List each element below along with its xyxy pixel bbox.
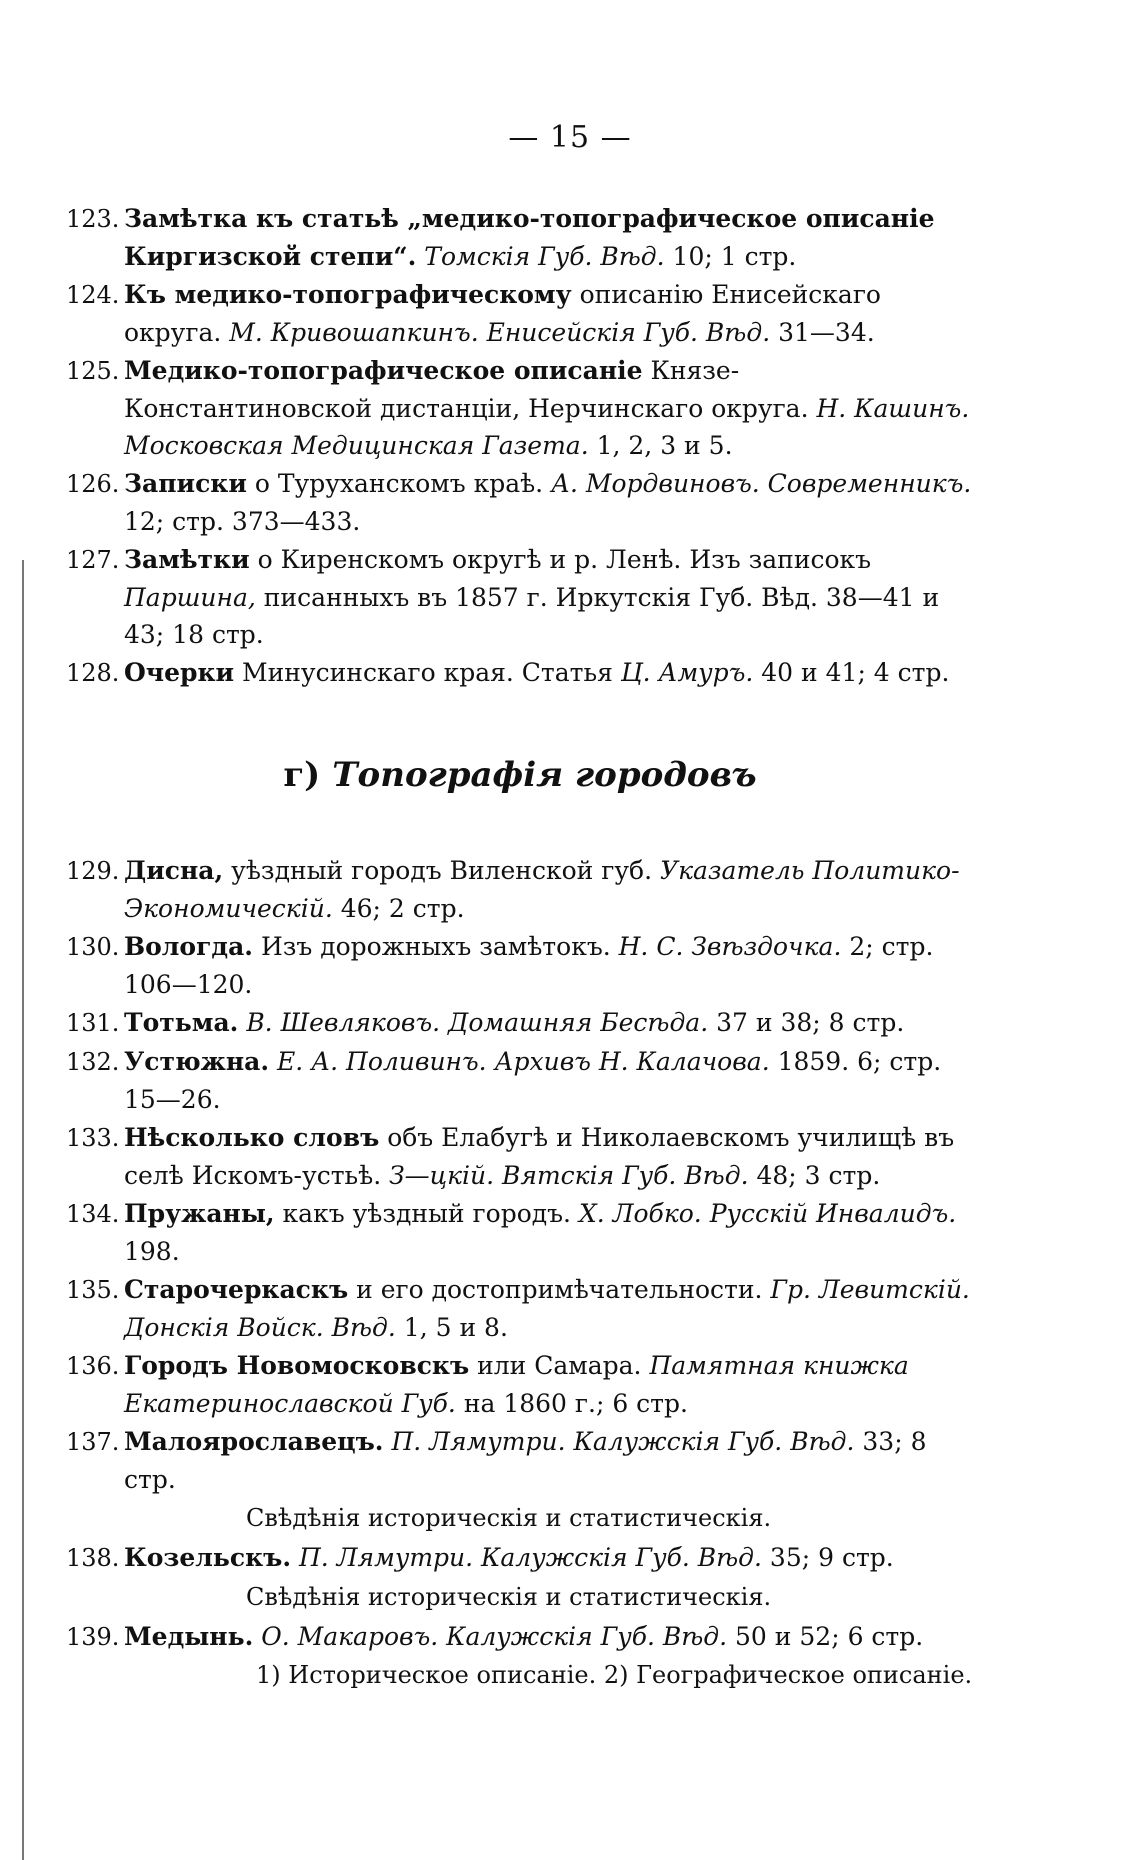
entry-text: о Киренскомъ округѣ и р. Ленѣ. Изъ записокъ xyxy=(249,545,872,574)
section-title: Топографія городовъ xyxy=(332,755,757,795)
entry-title: Малоярославецъ. xyxy=(124,1427,384,1456)
entry-source: Указатель Политико-Экономическій. xyxy=(124,856,960,923)
entry-text: объ Елабугѣ и Николаевскомъ училищѣ въ селѣ Искомъ-устьѣ. xyxy=(124,1123,955,1190)
entry-text: Изъ дорожныхъ замѣтокъ. xyxy=(253,932,619,961)
entry-title: Тотьма. xyxy=(124,1008,239,1037)
entry-number: 135. xyxy=(66,1276,120,1304)
entry-tail: 198. xyxy=(124,1237,180,1266)
entry-source: П. Лямутри. Калужскія Губ. Вѣд. xyxy=(298,1543,762,1572)
entry-source: Томскія Губ. Вѣд. xyxy=(424,242,665,271)
entry-source: Гр. Левитскій. Донскія Войск. Вѣд. xyxy=(124,1275,970,1342)
entry-tail: 40 и 41; 4 стр. xyxy=(753,658,950,687)
bibliography-entry xyxy=(66,465,974,540)
entry-tail: 48; 3 стр. xyxy=(748,1161,881,1190)
bibliography-entry xyxy=(66,200,974,275)
entry-number: 132. xyxy=(66,1048,120,1076)
entry-number: 138. xyxy=(66,1544,120,1572)
entry-source: Х. Лобко. Русскій Инвалидъ. xyxy=(578,1199,957,1228)
entry-number: 126. xyxy=(66,470,120,498)
entry-tail: 1, 2, 3 и 5. xyxy=(588,431,733,460)
bibliography-entry xyxy=(66,541,974,653)
entry-tail: 35; 9 стр. xyxy=(761,1543,894,1572)
entry-tail: 1859. 6; стр. 15—26. xyxy=(124,1047,942,1114)
entry-title: Козельскъ. xyxy=(124,1543,292,1572)
entry-title: Старочеркаскъ xyxy=(124,1275,349,1304)
bibliography-entry xyxy=(66,928,974,1003)
bibliography-entry xyxy=(66,654,974,692)
bibliography-entry xyxy=(66,1618,974,1656)
entry-source: Паршина, xyxy=(124,583,256,612)
entry-source: М. Кривошапкинъ. Енисейскія Губ. Вѣд. xyxy=(229,318,771,347)
bibliography-entry xyxy=(66,1119,974,1194)
entry-number: 125. xyxy=(66,357,120,385)
entry-note: Свѣдѣнія историческія и статистическія. xyxy=(246,1583,772,1611)
entry-text: и его достопримѣчательности. xyxy=(348,1275,771,1304)
entry-source: Памятная книжка Екатеринославской Губ. xyxy=(124,1351,909,1418)
entry-tail: 2; стр. 106—120. xyxy=(124,932,934,999)
bibliography-entry xyxy=(66,1423,974,1498)
section-heading xyxy=(66,757,974,794)
entry-source: П. Лямутри. Калужскія Губ. Вѣд. xyxy=(391,1427,855,1456)
entry-tail: 1, 5 и 8. xyxy=(395,1313,508,1342)
entry-source: В. Шевляковъ. Домашняя Бесѣда. xyxy=(246,1008,709,1037)
entry-note: Свѣдѣнія историческія и статистическія. xyxy=(246,1504,772,1532)
entry-number: 129. xyxy=(66,857,120,885)
entry-title: Замѣтка къ статьѣ „медико-топографическое описаніе Киргизской степи“. xyxy=(124,204,935,271)
bibliography-entry xyxy=(66,276,974,351)
entry-title: Замѣтки xyxy=(124,545,250,574)
entry-text: какъ уѣздный городъ. xyxy=(274,1199,579,1228)
entry-tail: на 1860 г.; 6 стр. xyxy=(455,1389,688,1418)
entry-number: 133. xyxy=(66,1124,120,1152)
entry-title: Очерки xyxy=(124,658,235,687)
entry-text: Минусинскаго края. Статья xyxy=(234,658,621,687)
entry-source: А. Мордвиновъ. Современникъ. xyxy=(551,469,972,498)
entry-tail: 46; 2 стр. xyxy=(332,894,465,923)
bibliography-entry xyxy=(66,1539,974,1577)
entry-tail: 37 и 38; 8 стр. xyxy=(708,1008,905,1037)
entry-tail: 10; 1 стр. xyxy=(664,242,797,271)
bibliography-entry xyxy=(66,352,974,464)
entry-title: Вологда. xyxy=(124,932,253,961)
bibliography-entry xyxy=(66,852,974,927)
entry-text: уѣздный городъ Виленской губ. xyxy=(223,856,660,885)
entry-title: Дисна, xyxy=(124,856,224,885)
entry-title: Пружаны, xyxy=(124,1199,275,1228)
entry-number: 123. xyxy=(66,205,120,233)
bibliography-entry xyxy=(66,1195,974,1270)
entry-source: Ц. Амуръ. xyxy=(620,658,754,687)
entry-number: 127. xyxy=(66,546,120,574)
entry-number: 128. xyxy=(66,659,120,687)
entry-number: 136. xyxy=(66,1352,120,1380)
entry-source: З—цкій. Вятскія Губ. Вѣд. xyxy=(389,1161,749,1190)
entry-source: Н. С. Звѣздочка. xyxy=(618,932,842,961)
entry-title: Нѣсколько словъ xyxy=(124,1123,380,1152)
page-number: — 15 — xyxy=(508,120,632,155)
entry-text: описанію Енисейскаго округа. xyxy=(124,280,881,347)
entry-text xyxy=(291,1543,299,1572)
entry-title: Медынь. xyxy=(124,1622,254,1651)
entry-text xyxy=(269,1047,277,1076)
entry-title: Устюжна. xyxy=(124,1047,270,1076)
entry-number: 130. xyxy=(66,933,120,961)
entry-text: или Самара. xyxy=(469,1351,650,1380)
entry-title: Записки xyxy=(124,469,247,498)
entry-source: Е. А. Поливинъ. Архивъ Н. Калачова. xyxy=(277,1047,770,1076)
entry-title: Городъ Новомосковскъ xyxy=(124,1351,470,1380)
entry-number: 137. xyxy=(66,1428,120,1456)
entry-tail: 50 и 52; 6 стр. xyxy=(727,1622,924,1651)
entry-title: Къ медико-топографическому xyxy=(124,280,572,309)
entry-text: Князе-Константиновской дистанціи, Нерчинскаго округа. xyxy=(124,356,817,423)
entry-number: 139. xyxy=(66,1623,120,1651)
entry-note: 1) Историческое описаніе. 2) Географическое описаніе. xyxy=(256,1661,973,1689)
entry-tail: 31—34. xyxy=(770,318,875,347)
bibliography-entry xyxy=(66,1004,974,1042)
entry-tail: писанныхъ въ 1857 г. Иркутскія Губ. Вѣд. 38—41 и 43; 18 стр. xyxy=(124,583,940,649)
entry-title: Медико-топографическое описаніе xyxy=(124,356,643,385)
entry-number: 134. xyxy=(66,1200,120,1228)
entry-number: 131. xyxy=(66,1009,120,1037)
left-margin-rule xyxy=(22,560,24,1860)
bibliography-entry xyxy=(66,1043,974,1118)
entries-block-a xyxy=(66,200,974,1694)
entry-source: О. Макаровъ. Калужскія Губ. Вѣд. xyxy=(261,1622,728,1651)
entry-tail: 33; 8 стр. xyxy=(124,1427,927,1494)
bibliography-entry xyxy=(66,1347,974,1422)
entry-text: о Туруханскомъ краѣ. xyxy=(246,469,552,498)
entry-source: Н. Кашинъ. Московская Медицинская Газета. xyxy=(124,394,970,460)
entry-tail: 12; стр. 373—433. xyxy=(124,507,361,536)
section-letter: г) xyxy=(283,755,321,795)
bibliography-entry xyxy=(66,1271,974,1346)
entry-number: 124. xyxy=(66,281,120,309)
